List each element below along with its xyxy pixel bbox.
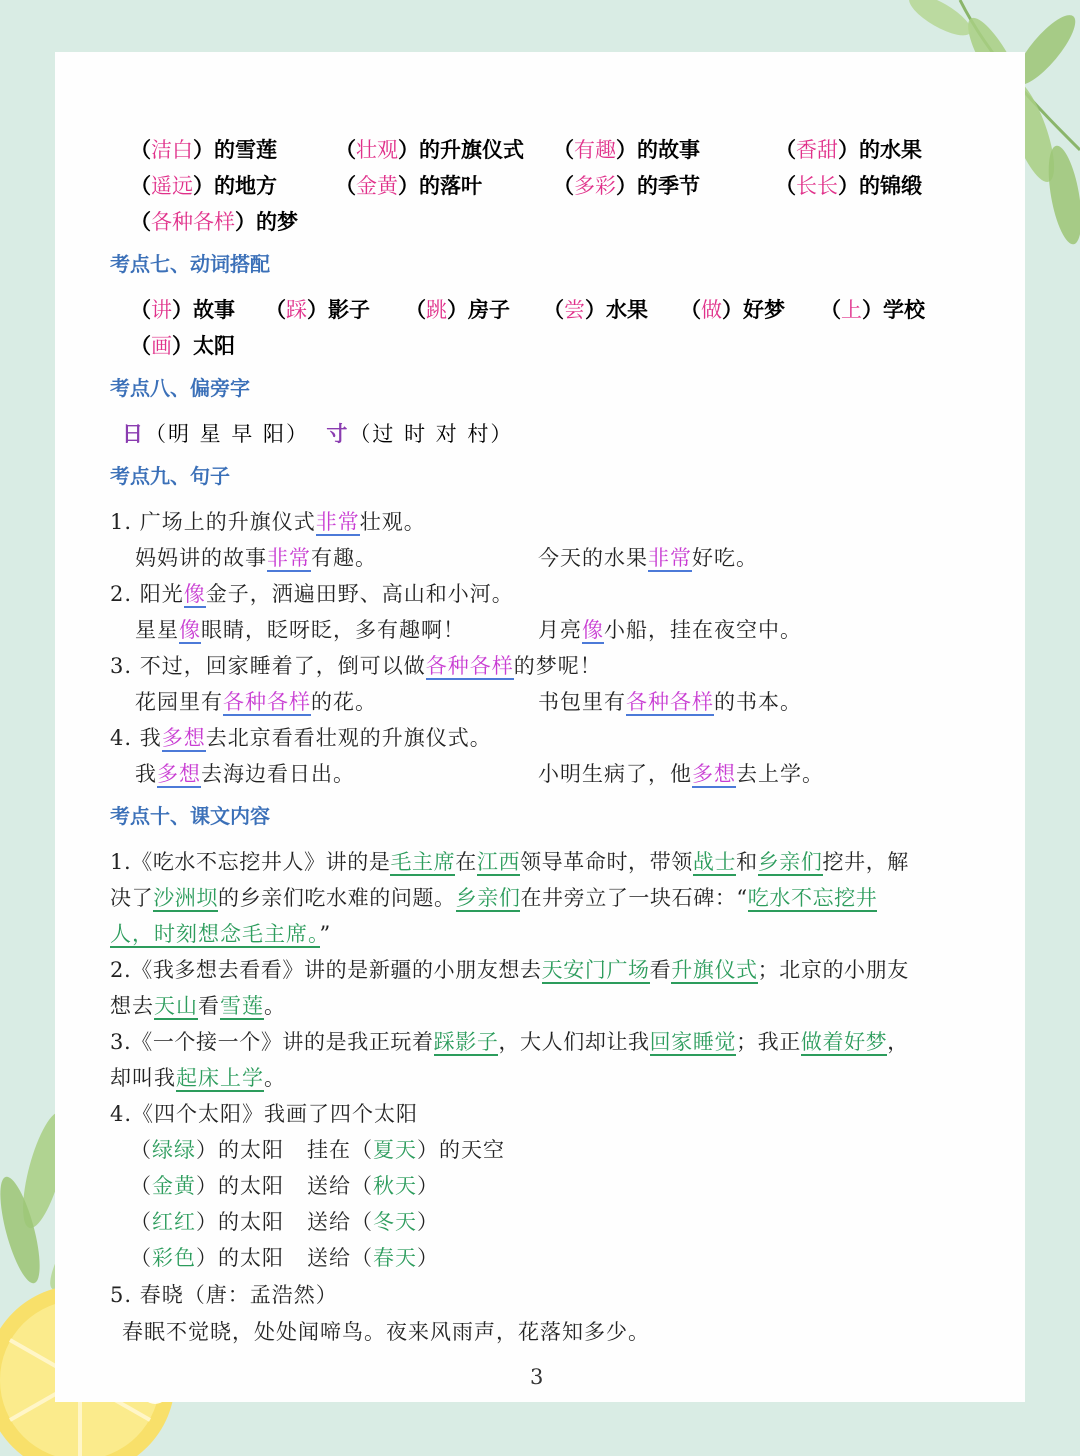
sun-line: （绿绿）的太阳 挂在（夏天）的天空 xyxy=(130,1138,506,1162)
sentence: 星星像眼睛，眨呀眨，多有趣啊！ xyxy=(135,618,465,642)
adj-pair: （金黄）的落叶 xyxy=(335,173,482,198)
verb-pair: （画）太阳 xyxy=(130,333,235,358)
radical-row: 日（明 星 早 阳） 寸（过 时 对 村） xyxy=(122,421,514,446)
verb-pair: （做）好梦 xyxy=(680,297,785,322)
poem-text: 春眠不觉晓，处处闻啼鸟。夜来风雨声，花落知多少。 xyxy=(122,1320,650,1344)
adj-pair: （各种各样）的梦 xyxy=(130,209,298,234)
sentence: 月亮像小船，挂在夜空中。 xyxy=(538,618,802,642)
paragraph-line: 1.《吃水不忘挖井人》讲的是毛主席在江西领导革命时，带领战士和乡亲们挖井，解 xyxy=(110,850,909,874)
sentence: 我多想去海边看日出。 xyxy=(135,762,355,786)
sentence: 4. 我多想去北京看看壮观的升旗仪式。 xyxy=(110,726,492,750)
sentence: 妈妈讲的故事非常有趣。 xyxy=(135,546,377,570)
sun-line: （金黄）的太阳 送给（秋天） xyxy=(130,1174,440,1198)
sentence: 2. 阳光像金子，洒遍田野、高山和小河。 xyxy=(110,582,514,606)
verb-pair: （上）学校 xyxy=(820,297,925,322)
sentence: 1. 广场上的升旗仪式非常壮观。 xyxy=(110,510,426,534)
sentence: 花园里有各种各样的花。 xyxy=(135,690,377,714)
paragraph-line: 却叫我起床上学。 xyxy=(110,1066,286,1090)
sentence: 今天的水果非常好吃。 xyxy=(538,546,758,570)
adj-pair: （香甜）的水果 xyxy=(775,137,922,162)
adj-pair: （多彩）的季节 xyxy=(553,173,700,198)
paragraph-line: 决了沙洲坝的乡亲们吃水难的问题。乡亲们在井旁立了一块石碑：“吃水不忘挖井 xyxy=(110,886,878,910)
section-heading: 考点七、动词搭配 xyxy=(110,252,270,276)
verb-pair: （讲）故事 xyxy=(130,297,235,322)
section-heading: 考点九、句子 xyxy=(110,464,230,488)
sun-line: （红红）的太阳 送给（冬天） xyxy=(130,1210,440,1234)
verb-pair: （踩）影子 xyxy=(265,297,370,322)
page-number: 3 xyxy=(530,1365,544,1389)
adj-pair: （壮观）的升旗仪式 xyxy=(335,137,524,162)
paragraph-line: 4.《四个太阳》我画了四个太阳 xyxy=(110,1102,419,1126)
section-heading: 考点八、偏旁字 xyxy=(110,376,250,400)
paragraph-line: 3.《一个接一个》讲的是我正玩着踩影子，大人们却让我回家睡觉；我正做着好梦， xyxy=(110,1030,909,1054)
sentence: 小明生病了，他多想去上学。 xyxy=(538,762,824,786)
paragraph-line: 想去天山看雪莲。 xyxy=(110,994,286,1018)
section-heading: 考点十、课文内容 xyxy=(110,804,270,828)
adj-pair: （洁白）的雪莲 xyxy=(130,137,277,162)
poem-title: 5. 春晓（唐：孟浩然） xyxy=(110,1283,338,1307)
sentence: 书包里有各种各样的书本。 xyxy=(538,690,802,714)
sentence: 3. 不过，回家睡着了，倒可以做各种各样的梦呢！ xyxy=(110,654,602,678)
verb-pair: （尝）水果 xyxy=(543,297,648,322)
paragraph-line: 人，时刻想念毛主席。” xyxy=(110,922,332,946)
adj-pair: （长长）的锦缎 xyxy=(775,173,922,198)
paragraph-line: 2.《我多想去看看》讲的是新疆的小朋友想去天安门广场看升旗仪式；北京的小朋友 xyxy=(110,958,909,982)
sun-line: （彩色）的太阳 送给（春天） xyxy=(130,1246,440,1270)
adj-pair: （遥远）的地方 xyxy=(130,173,277,198)
adj-pair: （有趣）的故事 xyxy=(553,137,700,162)
verb-pair: （跳）房子 xyxy=(405,297,510,322)
